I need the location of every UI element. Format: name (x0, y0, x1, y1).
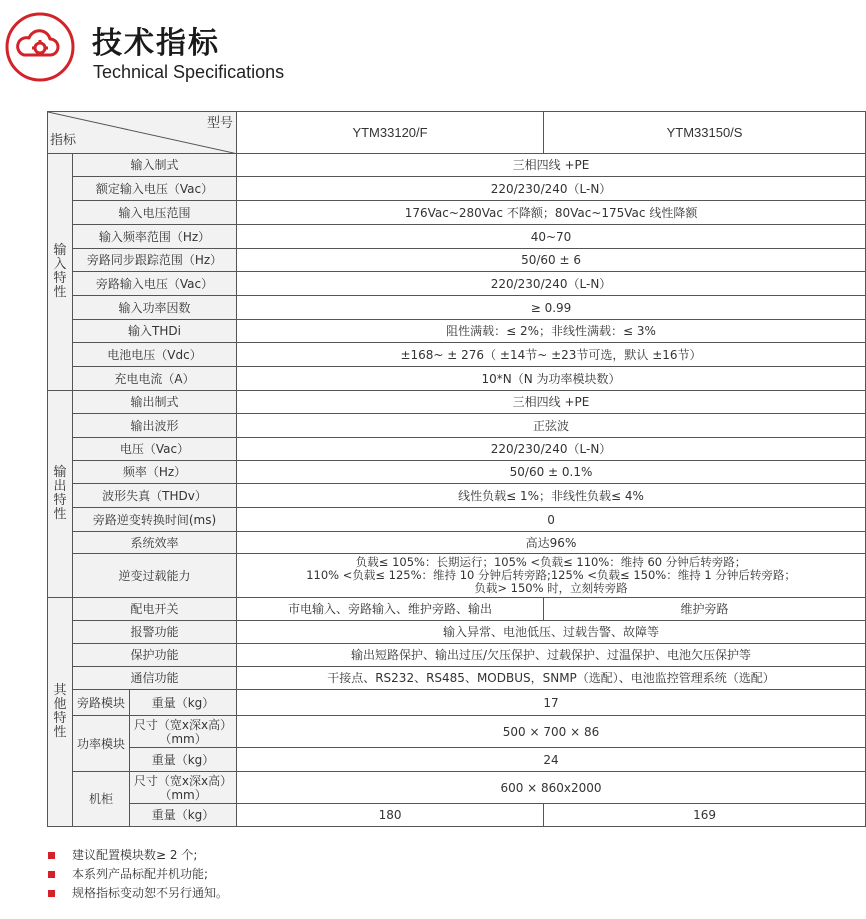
spec-value: 阻性满载：≤ 2%；非线性满载：≤ 3% (237, 320, 866, 343)
spec-value: 干接点、RS232、RS485、MODBUS，SNMP（选配）、电池监控管理系统（选配） (237, 667, 866, 690)
table-row (48, 391, 866, 414)
spec-value: ±168~ ± 276（ ±14节~ ±23节可选，默认 ±16节） (237, 343, 866, 367)
spec-value: 三相四线 +PE (237, 391, 866, 414)
table-row (48, 154, 866, 177)
table-row (48, 320, 866, 343)
spec-label: 波形失真（THDv） (73, 484, 237, 508)
gear-cloud-icon (4, 11, 76, 83)
spec-label: 保护功能 (73, 644, 237, 667)
spec-value: 市电输入、旁路输入、维护旁路、输出 (237, 598, 544, 621)
corner-model-label: 型号 (207, 116, 234, 131)
spec-value: 50/60 ± 0.1% (237, 461, 866, 484)
table-row (48, 225, 866, 249)
spec-value: 高达96% (237, 532, 866, 554)
spec-value: 输出短路保护、输出过压/欠压保护、过载保护、过温保护、电池欠压保护等 (237, 644, 866, 667)
table-row (48, 804, 866, 827)
table-row (48, 598, 866, 621)
group-input-characteristics: 输 入 特 性 (48, 154, 73, 391)
bullet-square-icon (48, 890, 55, 897)
spec-value: 220/230/240（L-N） (237, 438, 866, 461)
module-label: 旁路模块 (73, 690, 130, 716)
table-row (48, 532, 866, 554)
spec-value: 180 (237, 804, 544, 827)
spec-label: 配电开关 (73, 598, 237, 621)
table-row (48, 748, 866, 772)
table-header-row (48, 112, 866, 154)
spec-value: ≥ 0.99 (237, 296, 866, 320)
table-row (48, 667, 866, 690)
spec-label: 重量（kg） (130, 748, 237, 772)
spec-label: 电压（Vac） (73, 438, 237, 461)
spec-value: 600 × 860x2000 (237, 772, 866, 804)
spec-label: 旁路同步跟踪范围（Hz） (73, 249, 237, 272)
spec-label: 输出制式 (73, 391, 237, 414)
spec-value: 三相四线 +PE (237, 154, 866, 177)
table-row (48, 249, 866, 272)
spec-label: 电池电压（Vdc） (73, 343, 237, 367)
module-label: 机柜 (73, 772, 130, 827)
spec-value: 10*N（N 为功率模块数） (237, 367, 866, 391)
spec-value: 负载≤ 105%：长期运行；105% <负载≤ 110%：维持 60 分钟后转旁路； 110% <负载≤ 125%：维持 10 分钟后转旁路;125% <负载≤ 150%：维持 1 分钟后转旁路； 负载> 150% 时，立刻转旁路 (237, 554, 866, 598)
spec-value: 正弦波 (237, 414, 866, 438)
spec-label: 通信功能 (73, 667, 237, 690)
model-b-header: YTM33150/S (544, 112, 866, 154)
spec-label: 重量（kg） (130, 690, 237, 716)
corner-index-label: 指标 (50, 133, 77, 148)
spec-label: 频率（Hz） (73, 461, 237, 484)
table-row (48, 508, 866, 532)
spec-label: 尺寸（宽x深x高） （mm） (130, 716, 237, 748)
spec-label: 额定输入电压（Vac） (73, 177, 237, 201)
spec-label: 逆变过载能力 (73, 554, 237, 598)
model-a-header: YTM33120/F (237, 112, 544, 154)
spec-value: 50/60 ± 6 (237, 249, 866, 272)
table-row (48, 272, 866, 296)
spec-value: 维护旁路 (544, 598, 866, 621)
spec-value: 500 × 700 × 86 (237, 716, 866, 748)
note-item: 本系列产品标配并机功能; (48, 865, 228, 884)
group-other-characteristics: 其 他 特 性 (48, 598, 73, 827)
module-label: 功率模块 (73, 716, 130, 772)
spec-label: 报警功能 (73, 621, 237, 644)
spec-label: 尺寸（宽x深x高） （mm） (130, 772, 237, 804)
spec-label: 输入频率范围（Hz） (73, 225, 237, 249)
spec-label: 旁路输入电压（Vac） (73, 272, 237, 296)
spec-value: 220/230/240（L-N） (237, 272, 866, 296)
table-row (48, 716, 866, 748)
page-subtitle: Technical Specifications (93, 62, 285, 82)
spec-value: 176Vac~280Vac 不降额；80Vac~175Vac 线性降额 (237, 201, 866, 225)
note-item: 建议配置模块数≥ 2 个; (48, 846, 228, 865)
spec-value: 输入异常、电池低压、过载告警、故障等 (237, 621, 866, 644)
table-row (48, 343, 866, 367)
table-row (48, 484, 866, 508)
spec-table (47, 111, 866, 827)
notes (48, 846, 228, 903)
spec-label: 充电电流（A） (73, 367, 237, 391)
spec-label: 输出波形 (73, 414, 237, 438)
table-row (48, 772, 866, 804)
table-row (48, 201, 866, 225)
spec-value: 17 (237, 690, 866, 716)
spec-value: 169 (544, 804, 866, 827)
table-row (48, 438, 866, 461)
table-row (48, 644, 866, 667)
spec-value: 线性负载≤ 1%；非线性负载≤ 4% (237, 484, 866, 508)
bullet-square-icon (48, 852, 55, 859)
bullet-square-icon (48, 871, 55, 878)
table-row (48, 414, 866, 438)
table-row (48, 554, 866, 598)
spec-label: 输入THDi (73, 320, 237, 343)
page-title: 技术指标 (92, 26, 220, 61)
table-row (48, 177, 866, 201)
spec-label: 旁路逆变转换时间(ms) (73, 508, 237, 532)
spec-value: 40~70 (237, 225, 866, 249)
spec-value: 0 (237, 508, 866, 532)
group-output-characteristics: 输 出 特 性 (48, 391, 73, 598)
spec-label: 输入电压范围 (73, 201, 237, 225)
spec-label: 输入制式 (73, 154, 237, 177)
table-row (48, 690, 866, 716)
spec-value: 24 (237, 748, 866, 772)
spec-value: 220/230/240（L-N） (237, 177, 866, 201)
table-row (48, 296, 866, 320)
corner-cell (48, 112, 237, 154)
spec-label: 重量（kg） (130, 804, 237, 827)
spec-label: 系统效率 (73, 532, 237, 554)
spec-label: 输入功率因数 (73, 296, 237, 320)
table-row (48, 461, 866, 484)
note-item: 规格指标变动恕不另行通知。 (48, 884, 228, 903)
table-row (48, 367, 866, 391)
table-row (48, 621, 866, 644)
